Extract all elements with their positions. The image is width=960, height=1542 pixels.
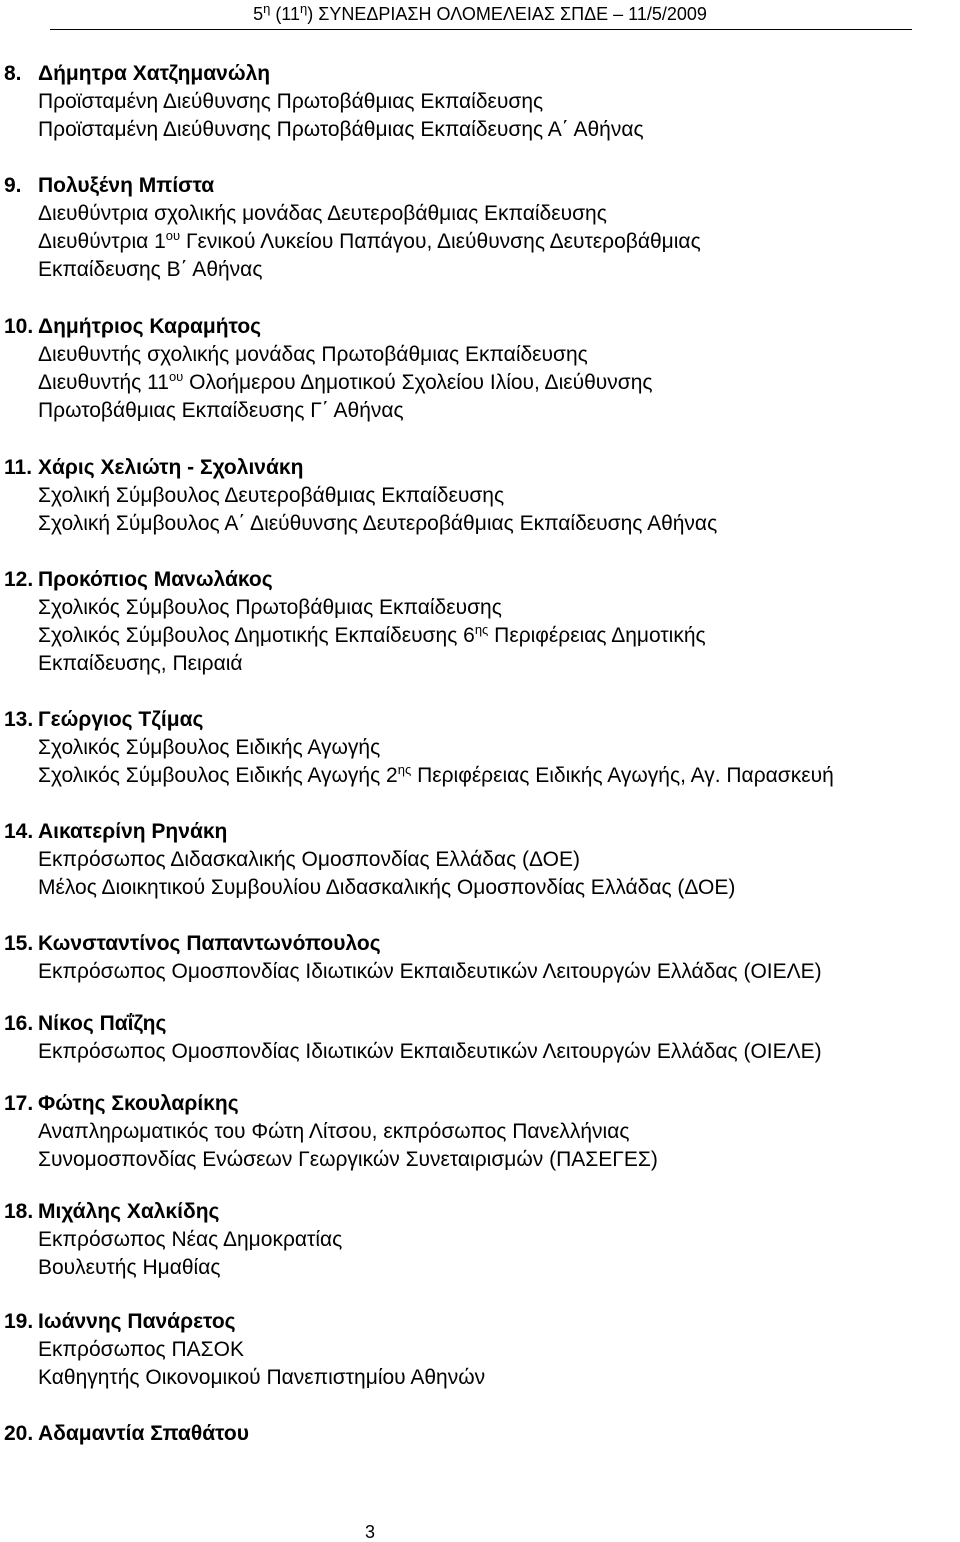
header-mid: (11 xyxy=(270,4,300,24)
entry-number: 11. xyxy=(4,456,33,479)
entry-number: 18. xyxy=(4,1200,34,1223)
participant-role-line: Σχολικός Σύμβουλος Πρωτοβάθμιας Εκπαίδευσης xyxy=(38,596,502,619)
header-prefix: 5 xyxy=(253,4,264,24)
role-text: Σχολικός Σύμβουλος Ειδικής Αγωγής 2 xyxy=(38,764,398,787)
participant-name: Γεώργιος Τζίμας xyxy=(38,708,204,731)
entry-number: 14. xyxy=(4,820,34,843)
participant-name: Δήμητρα Χατζημανώλη xyxy=(38,62,271,85)
ordinal-superscript: ου xyxy=(168,369,184,384)
header-mid-sup: η xyxy=(300,1,308,16)
role-text: Περιφέρειας Δημοτικής xyxy=(488,624,706,647)
role-text: Ολοήμερου Δημοτικού Σχολείου Ιλίου, Διεύθυνσης xyxy=(183,371,653,394)
participant-name: Πολυξένη Μπίστα xyxy=(38,174,215,197)
role-text: Περιφέρειας Ειδικής Αγωγής, Αγ. Παρασκευή xyxy=(411,764,834,787)
header-rest: ) ΣΥΝΕΔΡΙΑΣΗ ΟΛΟΜΕΛΕΙΑΣ ΣΠΔΕ – 11/5/2009 xyxy=(307,4,707,24)
entry-number: 17. xyxy=(4,1092,34,1115)
participant-role-line: Σχολική Σύμβουλος Α΄ Διεύθυνσης Δευτεροβάθμιας Εκπαίδευσης Αθήνας xyxy=(38,512,718,535)
page-header xyxy=(0,3,960,25)
participant-role-line: Εκπαίδευσης Β΄ Αθήνας xyxy=(38,258,263,281)
entry-number: 10. xyxy=(4,315,34,338)
participant-role-line: Προϊσταμένη Διεύθυνσης Πρωτοβάθμιας Εκπαίδευσης Α΄ Αθήνας xyxy=(38,118,644,141)
participant-role-line: Πρωτοβάθμιας Εκπαίδευσης Γ΄ Αθήνας xyxy=(38,399,404,422)
entry-number: 9. xyxy=(4,174,22,197)
ordinal-superscript: ου xyxy=(165,228,181,243)
participant-name: Αδαμαντία Σπαθάτου xyxy=(38,1422,249,1445)
participant-role-line: Εκπαίδευσης, Πειραιά xyxy=(38,652,243,675)
header-prefix-sup: η xyxy=(263,1,271,16)
participant-role-line: Διευθυντής σχολικής μονάδας Πρωτοβάθμιας Εκπαίδευσης xyxy=(38,343,588,366)
participant-role-line: Προϊσταμένη Διεύθυνσης Πρωτοβάθμιας Εκπαίδευσης xyxy=(38,90,544,113)
participant-name: Χάρις Χελιώτη - Σχολινάκη xyxy=(38,456,304,479)
ordinal-superscript: ης xyxy=(397,762,412,777)
participant-name: Μιχάλης Χαλκίδης xyxy=(38,1200,220,1223)
role-text: Διευθύντρια 1 xyxy=(38,230,166,253)
participant-role-line: Εκπρόσωπος ΠΑΣΟΚ xyxy=(38,1338,245,1361)
entry-number: 12. xyxy=(4,568,34,591)
participant-role-line: Συνομοσπονδίας Ενώσεων Γεωργικών Συνεταιρισμών (ΠΑΣΕΓΕΣ) xyxy=(38,1148,658,1171)
participant-name: Κωνσταντίνος Παπαντωνόπουλος xyxy=(38,932,381,955)
participant-role-line xyxy=(38,622,706,650)
participant-name: Δημήτριος Καραμήτος xyxy=(38,315,262,338)
participant-role-line: Εκπρόσωπος Νέας Δημοκρατίας xyxy=(38,1228,343,1251)
participant-role-line xyxy=(38,369,653,397)
participant-role-line: Βουλευτής Ημαθίας xyxy=(38,1256,221,1279)
entry-number: 15. xyxy=(4,932,34,955)
participant-role-line: Εκπρόσωπος Ομοσπονδίας Ιδιωτικών Εκπαιδευτικών Λειτουργών Ελλάδας (ΟΙΕΛΕ) xyxy=(38,1040,822,1063)
entry-number: 13. xyxy=(4,708,34,731)
participant-role-line xyxy=(38,228,701,256)
ordinal-superscript: ης xyxy=(474,622,489,637)
role-text: Σχολικός Σύμβουλος Δημοτικής Εκπαίδευσης 6 xyxy=(38,624,475,647)
entry-number: 19. xyxy=(4,1310,34,1333)
participant-role-line: Αναπληρωματικός του Φώτη Λίτσου, εκπρόσωπος Πανελλήνιας xyxy=(38,1120,630,1143)
participant-role-line: Σχολικός Σύμβουλος Ειδικής Αγωγής xyxy=(38,736,381,759)
participant-name: Ιωάννης Πανάρετος xyxy=(38,1310,236,1333)
header-rule xyxy=(50,29,912,30)
participant-name: Νίκος Παΐζης xyxy=(38,1012,167,1035)
entry-number: 8. xyxy=(4,62,22,85)
participant-role-line: Μέλος Διοικητικού Συμβουλίου Διδασκαλικής Ομοσπονδίας Ελλάδας (ΔΟΕ) xyxy=(38,876,736,899)
role-text: Διευθυντής 11 xyxy=(38,371,169,394)
participant-role-line: Εκπρόσωπος Ομοσπονδίας Ιδιωτικών Εκπαιδευτικών Λειτουργών Ελλάδας (ΟΙΕΛΕ) xyxy=(38,960,822,983)
participant-role-line: Καθηγητής Οικονομικού Πανεπιστημίου Αθηνών xyxy=(38,1366,486,1389)
entry-number: 16. xyxy=(4,1012,34,1035)
page-number: 3 xyxy=(364,1522,375,1542)
participant-role-line: Εκπρόσωπος Διδασκαλικής Ομοσπονδίας Ελλάδας (ΔΟΕ) xyxy=(38,848,580,871)
participant-role-line: Σχολική Σύμβουλος Δευτεροβάθμιας Εκπαίδευσης xyxy=(38,484,505,507)
participant-role-line xyxy=(38,762,834,790)
role-text: Γενικού Λυκείου Παπάγου, Διεύθυνσης Δευτεροβάθμιας xyxy=(180,230,701,253)
participant-role-line: Διευθύντρια σχολικής μονάδας Δευτεροβάθμιας Εκπαίδευσης xyxy=(38,202,607,225)
participant-name: Προκόπιος Μανωλάκος xyxy=(38,568,273,591)
participant-name: Αικατερίνη Ρηνάκη xyxy=(38,820,228,843)
entry-number: 20. xyxy=(4,1422,34,1445)
participant-name: Φώτης Σκουλαρίκης xyxy=(38,1092,239,1115)
